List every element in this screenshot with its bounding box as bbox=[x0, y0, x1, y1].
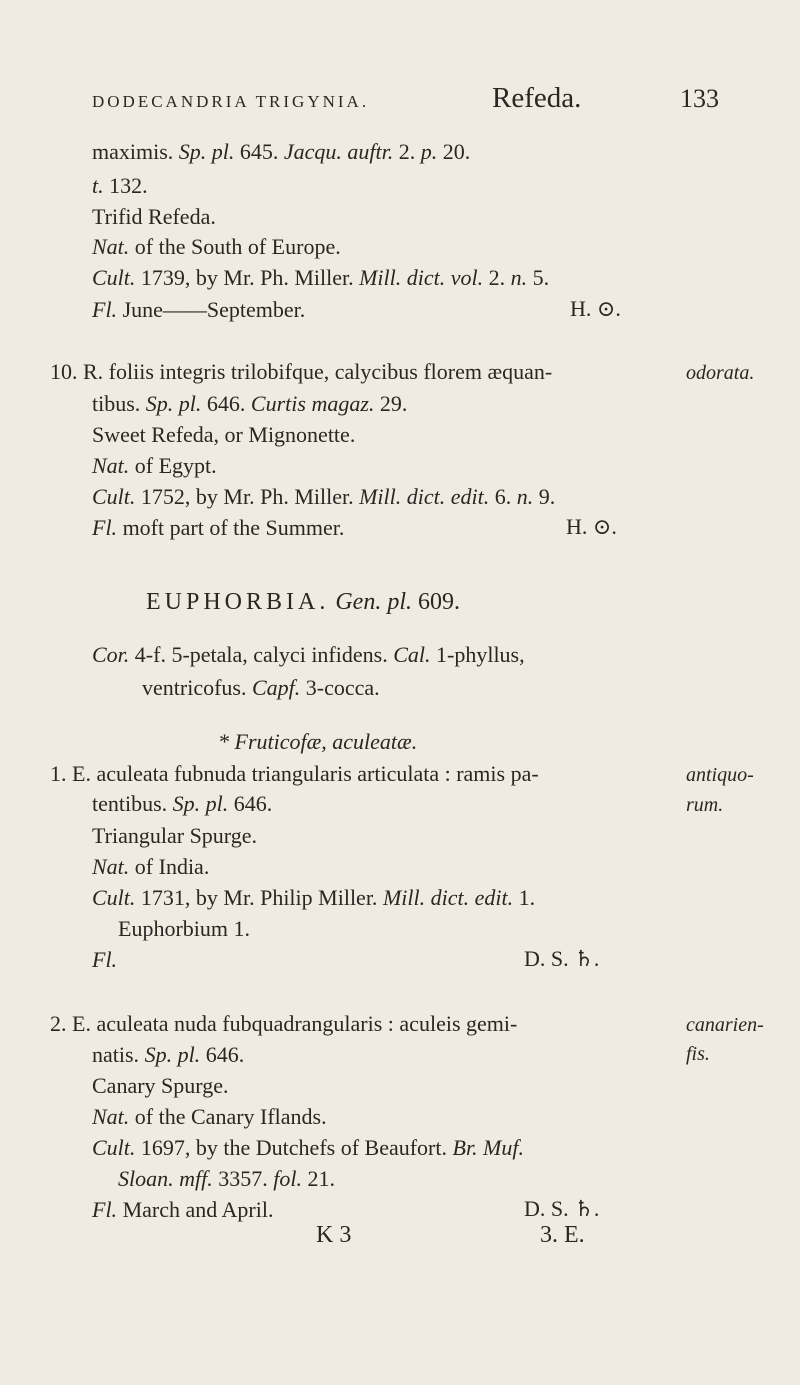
entry-10-cultivation: Cult. 1752, by Mr. Ph. Miller. Mill. dict. edit. 6. n. 9. bbox=[92, 484, 556, 509]
entry-10-flowering: Fl. moft part of the Summer. bbox=[92, 515, 345, 540]
entry-1-cultivation-cont: Euphorbium 1. bbox=[118, 916, 250, 941]
page-number: 133 bbox=[680, 84, 719, 113]
entry-2-habit: D. S. ♄. bbox=[524, 1196, 600, 1221]
catchword: 3. E. bbox=[540, 1222, 585, 1248]
entry-prev-common-name: Trifid Refeda. bbox=[92, 204, 216, 229]
entry-prev-cultivation: Cult. 1739, by Mr. Ph. Miller. Mill. dict. vol. 2. n. 5. bbox=[92, 265, 550, 290]
entry-10-epithet: odorata. bbox=[686, 362, 755, 384]
entry-1-common-name: Triangular Spurge. bbox=[92, 823, 257, 848]
entry-1-habit: D. S. ♄. bbox=[524, 946, 600, 971]
entry-10-habit: H. ⊙. bbox=[566, 514, 617, 539]
entry-prev-habit: H. ⊙. bbox=[570, 296, 621, 321]
genus-heading: EUPHORBIA. Gen. pl. 609. bbox=[146, 589, 460, 615]
entry-2-references: natis. Sp. pl. 646. bbox=[92, 1042, 245, 1067]
entry-10-common-name: Sweet Refeda, or Mignonette. bbox=[92, 422, 356, 447]
entry-prev-ref-line-2: t. 132. bbox=[92, 173, 148, 198]
entry-2-flowering: Fl. March and April. bbox=[92, 1197, 274, 1222]
genus-corolla: Cor. 4-f. 5-petala, calyci infidens. Cal. 1-phyllus, bbox=[92, 642, 525, 667]
entry-2-epithet-b: fis. bbox=[686, 1043, 710, 1065]
entry-2-cultivation: Cult. 1697, by the Dutchefs of Beaufort. Br. Muf. bbox=[92, 1135, 524, 1160]
entry-10-references: tibus. Sp. pl. 646. Curtis magaz. 29. bbox=[92, 391, 408, 416]
entry-2-native: Nat. of the Canary Iflands. bbox=[92, 1104, 327, 1129]
entry-1-epithet-a: antiquo- bbox=[686, 764, 754, 786]
entry-prev-ref-line: maximis. Sp. pl. 645. Jacqu. auftr. 2. p. 20. bbox=[92, 139, 471, 164]
entry-2-diagnosis: 2. E. aculeata nuda fubquadrangularis : aculeis gemi- bbox=[50, 1011, 518, 1036]
entry-1-epithet-b: rum. bbox=[686, 794, 724, 816]
genus-capsule: ventricofus. Capf. 3-cocca. bbox=[142, 675, 380, 700]
entry-2-cultivation-cont: Sloan. mff. 3357. fol. 21. bbox=[118, 1166, 335, 1191]
entry-2-common-name: Canary Spurge. bbox=[92, 1073, 229, 1098]
entry-prev-native: Nat. of the South of Europe. bbox=[92, 234, 341, 259]
entry-prev-flowering: Fl. June——September. bbox=[92, 297, 306, 322]
entry-10-diagnosis: 10. R. foliis integris trilobifque, calycibus florem æquan- bbox=[50, 359, 553, 384]
entry-1-native: Nat. of India. bbox=[92, 854, 210, 879]
running-title: DODECANDRIA TRIGYNIA. bbox=[92, 92, 370, 111]
entry-2-epithet-a: canarien- bbox=[686, 1014, 764, 1036]
signature-mark: K 3 bbox=[316, 1222, 352, 1248]
entry-1-references: tentibus. Sp. pl. 646. bbox=[92, 791, 273, 816]
genus-title: Refeda. bbox=[492, 82, 582, 114]
entry-1-cultivation: Cult. 1731, by Mr. Philip Miller. Mill. dict. edit. 1. bbox=[92, 885, 536, 910]
entry-10-native: Nat. of Egypt. bbox=[92, 453, 217, 478]
section-heading: * Fruticofæ, aculeatæ. bbox=[218, 729, 418, 754]
entry-1-diagnosis: 1. E. aculeata fubnuda triangularis articulata : ramis pa- bbox=[50, 761, 539, 786]
entry-1-flowering: Fl. bbox=[92, 947, 118, 972]
